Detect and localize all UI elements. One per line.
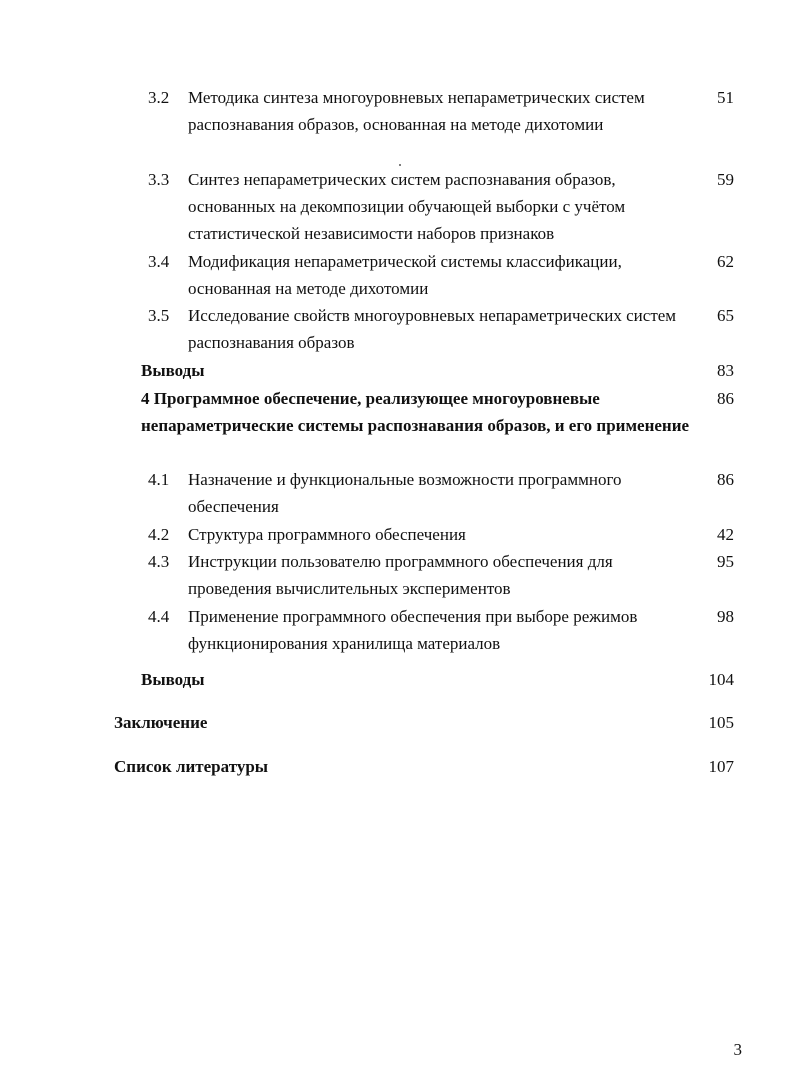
toc-entry-title: Структура программного обеспечения	[188, 525, 466, 544]
toc-entry-page: 107	[708, 757, 734, 776]
toc-entry-title: Список литературы	[114, 757, 269, 776]
toc-entry-page: 59	[717, 170, 734, 189]
toc-entry-page: 51	[717, 88, 734, 107]
toc-entry-page: 95	[717, 552, 734, 571]
toc-entry-number: 4.3	[148, 552, 170, 571]
toc-entry-title: Заключение	[114, 713, 208, 732]
toc-entry-page: 65	[717, 306, 734, 325]
toc-entry-page: 98	[717, 607, 734, 626]
toc-entry-number: 4.2	[148, 525, 170, 544]
toc-entry-title: Применение программного обеспечения при выборе режимов функционирования хранилища материалов	[188, 607, 638, 653]
toc-entry-title: Исследование свойств многоуровневых непараметрических систем распознавания образов	[188, 306, 677, 352]
toc-entry-number: 4.4	[148, 607, 170, 626]
toc-entry-number: 4.1	[148, 470, 170, 489]
toc-entry-page: 86	[717, 389, 734, 408]
toc-entry-title: Методика синтеза многоуровневых непараметрических систем распознавания образов, основанная на методе дихотомии	[188, 88, 645, 134]
toc-entry-page: 42	[717, 525, 734, 544]
page-number: 3	[733, 1040, 742, 1059]
toc-entry-title: Назначение и функциональные возможности программного обеспечения	[188, 470, 622, 516]
toc-entry-page: 86	[717, 470, 734, 489]
toc-entry-number: 3.2	[148, 88, 170, 107]
toc-entry-title: 4 Программное обеспечение, реализующее многоуровневые непараметрические системы распознавания образов, и его применение	[141, 389, 690, 435]
toc-entry-page: 105	[708, 713, 734, 732]
toc-entry-number: 3.3	[148, 170, 170, 189]
toc-entry-page: 104	[708, 670, 734, 689]
toc-entry-page: 83	[717, 361, 734, 380]
toc-entry-title: Инструкции пользователю программного обеспечения для проведения вычислительных экспериментов	[188, 552, 613, 598]
toc-entry-title: Синтез непараметрических систем распознавания образов, основанных на декомпозиции обучающей выборки с учётом статистической независимости наборов признаков	[188, 170, 626, 243]
toc-entry-title: Модификация непараметрической системы классификации, основанная на методе дихотомии	[188, 252, 622, 298]
toc-entry-title: Выводы	[141, 361, 205, 380]
toc-entry-number: 3.4	[148, 252, 170, 271]
toc-entry-number: 3.5	[148, 306, 170, 325]
toc-entry-title: Выводы	[141, 670, 205, 689]
toc-entry-page: 62	[717, 252, 734, 271]
